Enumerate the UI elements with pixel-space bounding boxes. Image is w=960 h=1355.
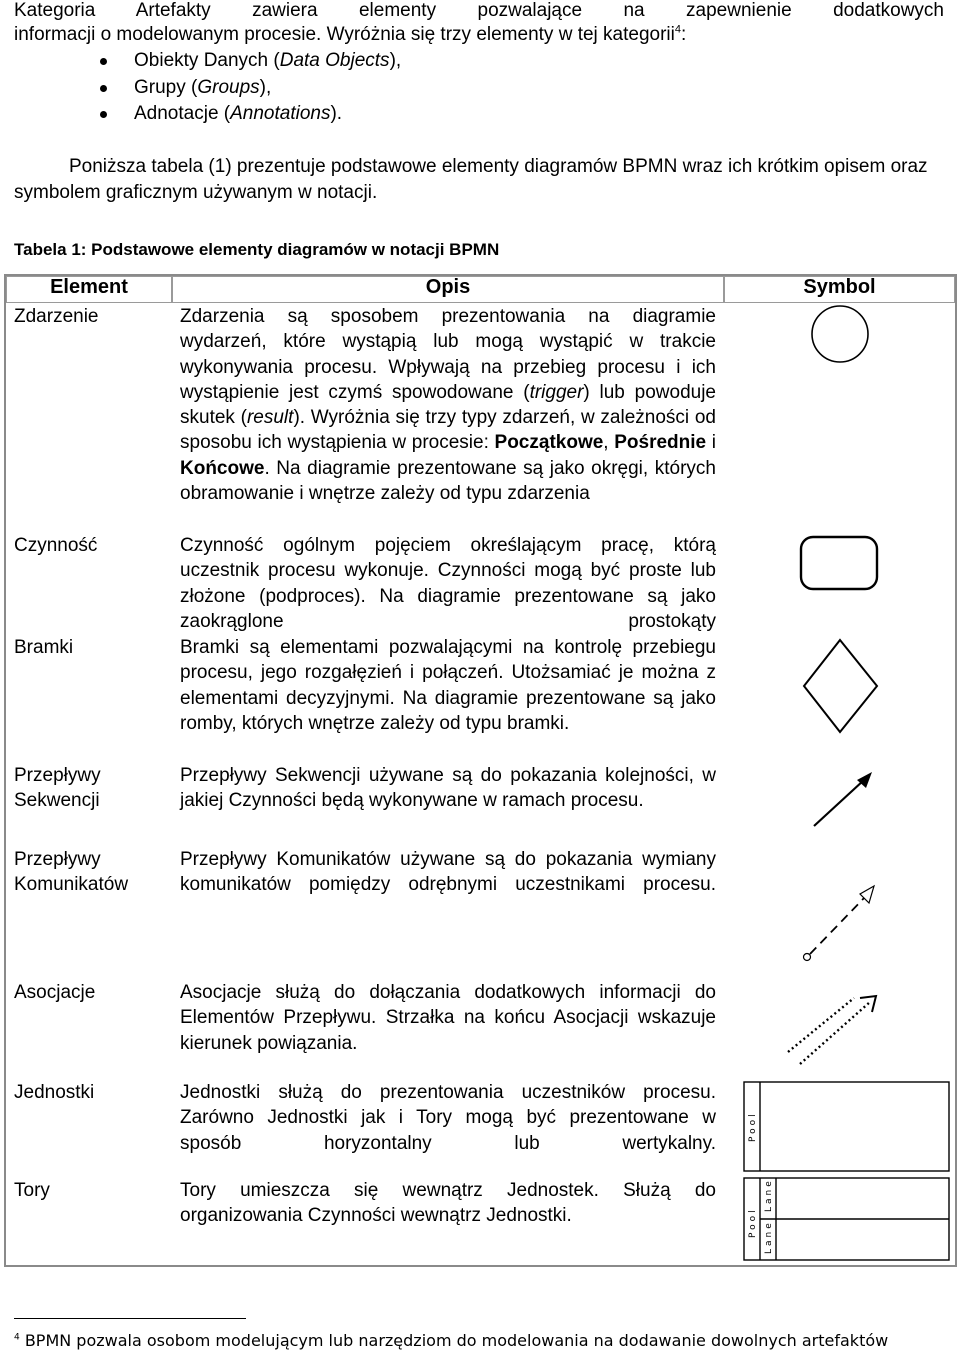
artifact-list xyxy=(0,48,401,128)
footnote-ref[interactable]: 4 xyxy=(674,23,681,36)
intro-line-1: Kategoria Artefakty zawiera elementy pozwalające na zapewnienie dodatkowych xyxy=(14,0,944,21)
element-komunikatow: Przepływy Komunikatów xyxy=(14,849,129,896)
desc-asocjacje: Asocjacje służą do dołączania dodatkowych informacji do Elementów Przepływu. Strzałka na końcu Asocjacji wskazuje kierunek powiązania. xyxy=(180,982,716,1054)
sequence-flow-arrow-icon xyxy=(808,768,878,832)
element-tory: Tory xyxy=(14,1180,50,1201)
event-circle-icon xyxy=(808,302,872,366)
desc-sekwencji: Przepływy Sekwencji używane są do pokazania kolejności, w jakiej Czynności będą wykonywane w ramach procesu. xyxy=(180,765,716,812)
gateway-diamond-icon xyxy=(800,636,882,740)
pool-label: Pool xyxy=(748,1207,758,1238)
header-element: Element xyxy=(50,276,128,298)
lane-label: Lane xyxy=(764,1178,774,1212)
association-dotted-arrow-icon xyxy=(780,990,884,1072)
pool-with-lanes-icon xyxy=(742,1176,952,1264)
table-caption: Tabela 1: Podstawowe elementy diagramów w notacji BPMN xyxy=(14,240,500,259)
pool-icon xyxy=(742,1080,952,1174)
desc-bramki: Bramki są elementami pozwalającymi na kontrolę przebiegu procesu, jego rozgałęzień i połączeń. Utożsamiać je można z elementami decyzyjnymi. Na diagramie prezentowane są jako romby, których wnętrze zależy od typu bramki. xyxy=(180,637,716,734)
element-sekwencji: Przepływy Sekwencji xyxy=(14,765,101,812)
desc-komunikatow: Przepływy Komunikatów używane są do pokazania wymiany komunikatów pomiędzy odrębnymi uczestnikami procesu. xyxy=(180,849,716,896)
element-czynnosc: Czynność xyxy=(14,535,98,556)
intro-text: informacji o modelowanym procesie. Wyróżnia się trzy elementy w tej kategorii xyxy=(14,24,675,45)
list-item: Adnotacje (Annotations). xyxy=(0,101,401,128)
desc-tory: Tory umieszcza się wewnątrz Jednostek. Służą do organizowania Czynności wewnątrz Jednostki. xyxy=(180,1180,716,1227)
intro-colon: : xyxy=(680,24,687,45)
desc-zdarzenie: Zdarzenia są sposobem prezentowania na diagramie wydarzeń, które wystąpią lub mogą wystąpić w trakcie wykonywania procesu. Wpływają na przebieg procesu i ich wystąpienie jest czymś spowodowane (trigger) lub powoduje skutek (result). Wyróżnia się trzy typy zdarzeń, w zależności od sposobu ich wystąpienia w procesie: Początkowe, Pośrednie i Końcowe. Na diagramie prezentowane są jako okręgi, których obramowanie i wnętrze zależy od typu zdarzenia xyxy=(180,306,717,505)
activity-rounded-rect-icon xyxy=(798,534,882,594)
element-asocjacje: Asocjacje xyxy=(14,982,96,1003)
desc-jednostki: Jednostki służą do prezentowania uczestników procesu. Zarówno Jednostki jak i Tory mogą być prezentowane w sposób horyzontalny lub wertykalny. xyxy=(180,1082,716,1154)
paragraph-table-intro: Poniższa tabela (1) prezentuje podstawowe elementy diagramów BPMN wraz ich krótkim opisem oraz symbolem graficznym używanym w notacji. xyxy=(14,156,928,203)
footnote-divider xyxy=(14,1318,246,1319)
element-jednostki: Jednostki xyxy=(14,1082,95,1103)
list-item: Grupy (Groups), xyxy=(0,75,401,102)
header-symbol: Symbol xyxy=(803,276,876,298)
lane-label: Lane xyxy=(764,1220,774,1254)
message-flow-arrow-icon xyxy=(798,880,880,966)
footnote-text: BPMN pozwala osobom modelującym lub narzędziom do modelowania na dodawanie dowolnych artefaktów xyxy=(19,1331,889,1350)
intro-line-2 xyxy=(14,22,944,48)
list-item: Obiekty Danych (Data Objects), xyxy=(0,48,401,75)
element-zdarzenie: Zdarzenie xyxy=(14,306,99,327)
footnote xyxy=(14,1330,888,1352)
pool-label: Pool xyxy=(748,1111,758,1142)
header-opis: Opis xyxy=(425,276,471,298)
element-bramki: Bramki xyxy=(14,637,74,658)
desc-czynnosc: Czynność ogólnym pojęciem określającym pracę, którą uczestnik procesu wykonuje. Czynności mogą być proste lub złożone (podproces). Na diagramie prezentowane są jako zaokrąglone prostokąty xyxy=(180,535,716,632)
footnote-mark: 4 xyxy=(14,1332,20,1343)
